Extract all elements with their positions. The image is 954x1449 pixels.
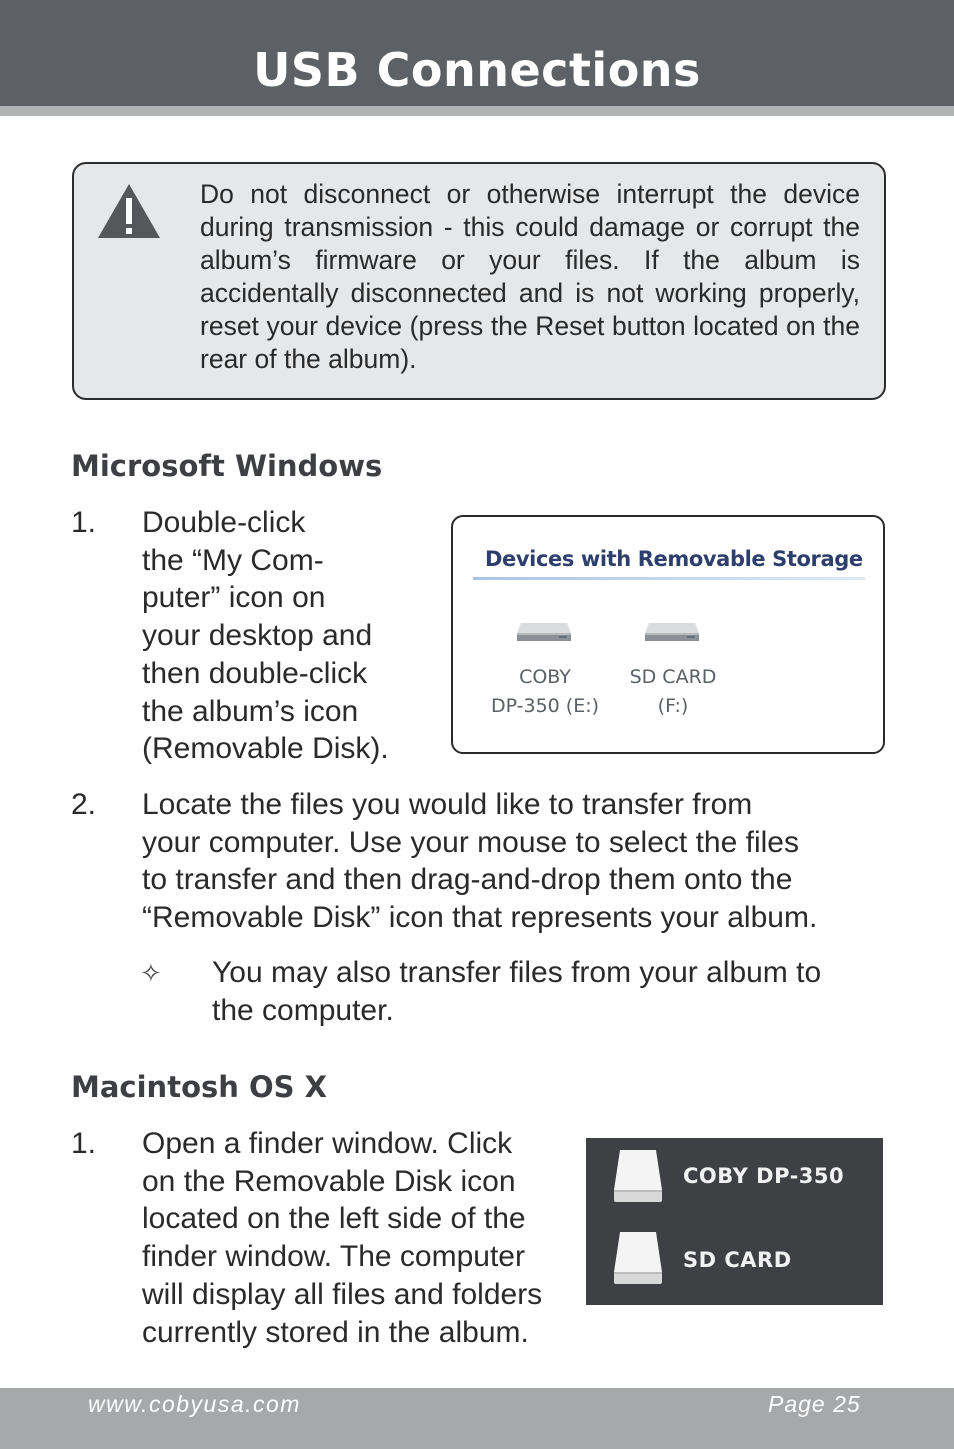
windows-step1-text bbox=[142, 504, 389, 768]
drive-letter: DP-350 (E:) bbox=[490, 695, 600, 717]
mac-drive-icon bbox=[610, 1228, 666, 1286]
windows-step2-text bbox=[142, 786, 817, 937]
drive-label-coby[interactable] bbox=[475, 663, 615, 721]
page-number: Page 25 bbox=[768, 1391, 861, 1417]
text-line: the album’s icon bbox=[142, 694, 359, 728]
drive-name: SD CARD bbox=[629, 666, 717, 688]
text-line: Locate the files you would like to transfer from bbox=[142, 788, 753, 821]
windows-devices-screenshot bbox=[451, 515, 885, 754]
page-title: USB Connections bbox=[253, 43, 701, 97]
text-line: then double-click bbox=[142, 656, 368, 690]
text-line: Double-click bbox=[142, 506, 306, 539]
mac-finder-sidebar-screenshot bbox=[586, 1138, 883, 1305]
four-point-star-bullet-icon: ✧ bbox=[140, 958, 162, 988]
text-line: your computer. Use your mouse to select the files bbox=[142, 825, 799, 859]
footer-url[interactable]: www.cobyusa.com bbox=[88, 1391, 301, 1417]
warning-box bbox=[72, 162, 886, 400]
windows-note-text bbox=[212, 954, 821, 1029]
mac-heading: Macintosh OS X bbox=[71, 1070, 327, 1104]
drive-label-sd-card[interactable] bbox=[611, 663, 735, 721]
text-line: (Removable Disk). bbox=[142, 732, 389, 766]
text-line: will display all files and folders bbox=[142, 1277, 543, 1311]
text-line: the “My Com- bbox=[142, 543, 324, 577]
text-line: Open a finder window. Click bbox=[142, 1127, 513, 1160]
mac-drive-label-coby[interactable]: COBY DP-350 bbox=[683, 1164, 845, 1188]
mac-step1-text bbox=[142, 1125, 542, 1351]
removable-drive-icon bbox=[643, 617, 701, 647]
text-line: your desktop and bbox=[142, 619, 373, 653]
windows-step2-number: 2. bbox=[71, 788, 97, 821]
text-line: located on the left side of the bbox=[142, 1202, 526, 1236]
windows-step1-number: 1. bbox=[71, 506, 97, 539]
drive-letter: (F:) bbox=[657, 695, 689, 717]
text-line: puter” icon on bbox=[142, 581, 326, 615]
text-line: the computer. bbox=[212, 993, 394, 1027]
mac-drive-icon bbox=[610, 1146, 666, 1204]
devices-panel-title: Devices with Removable Storage bbox=[485, 547, 863, 571]
text-line: finder window. The computer bbox=[142, 1240, 525, 1274]
mac-step1-number: 1. bbox=[71, 1127, 97, 1160]
text-line: “Removable Disk” icon that represents your album. bbox=[142, 901, 818, 935]
windows-heading: Microsoft Windows bbox=[71, 449, 383, 483]
title-underline bbox=[473, 577, 865, 580]
warning-text: Do not disconnect or otherwise interrupt the device during transmission - this could damage or corrupt the album’s firmware or your files. If the album is accidentally disconnected and is not working properly, reset your device (press the Reset button located on the rear of the album). bbox=[200, 179, 860, 374]
warning-triangle-icon bbox=[96, 182, 162, 240]
removable-drive-icon bbox=[515, 617, 573, 647]
text-line: You may also transfer files from your album to bbox=[212, 956, 822, 989]
header-stripe bbox=[0, 106, 954, 116]
mac-drive-label-sd-card[interactable]: SD CARD bbox=[683, 1248, 792, 1272]
text-line: on the Removable Disk icon bbox=[142, 1164, 516, 1198]
text-line: currently stored in the album. bbox=[142, 1315, 529, 1349]
drive-name: COBY bbox=[519, 666, 571, 688]
text-line: to transfer and then drag-and-drop them onto the bbox=[142, 863, 793, 897]
